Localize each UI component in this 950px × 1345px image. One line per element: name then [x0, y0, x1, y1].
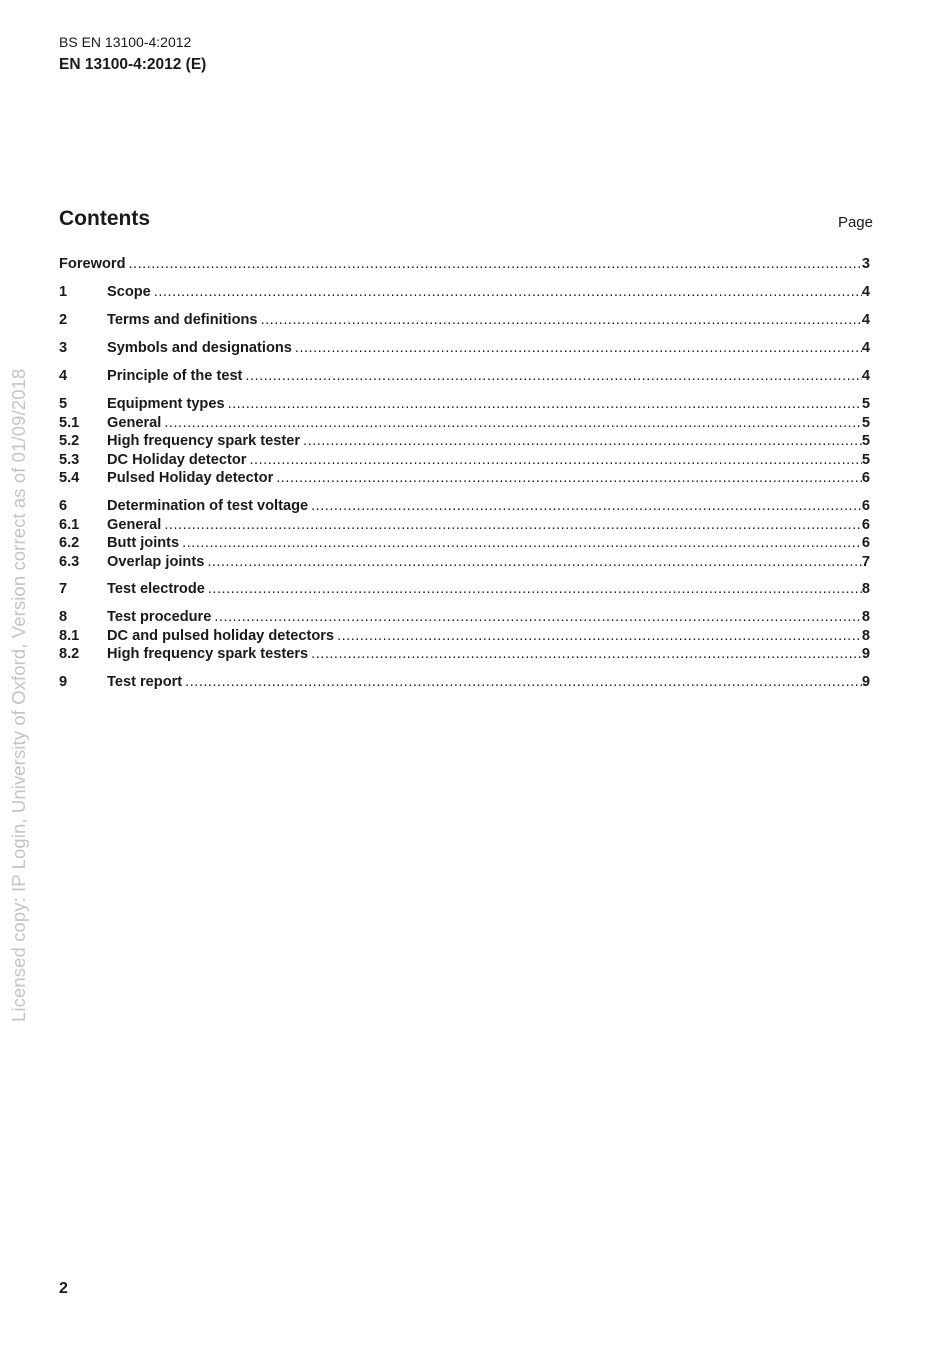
toc-entry-title: Principle of the test — [107, 368, 243, 384]
toc-entry-number: 7 — [59, 581, 68, 597]
toc-dot-leader — [161, 415, 862, 431]
toc-entry-title: General — [107, 516, 162, 533]
toc-entry-page: 8 — [861, 581, 870, 597]
toc-dot-leader — [125, 256, 861, 272]
toc-entry-title: DC Holiday detector — [107, 451, 247, 468]
toc-entry-title: Butt joints — [107, 535, 180, 551]
toc-entry-page: 6 — [861, 516, 870, 533]
toc-entry-page: 4 — [861, 368, 870, 384]
toc-entry[interactable] — [59, 581, 870, 601]
page-number: 2 — [59, 1280, 68, 1297]
toc-entry-title: Foreword — [59, 256, 126, 272]
toc-entry-title: Determination of test voltage — [107, 498, 309, 514]
toc-dot-leader — [182, 674, 862, 690]
toc-entry-page: 4 — [861, 340, 870, 356]
toc-entry-number: 6.2 — [59, 535, 80, 551]
toc-entry[interactable] — [59, 609, 870, 629]
toc-entry-number: 2 — [59, 312, 68, 328]
toc-entry[interactable] — [59, 554, 870, 574]
toc-entry-page: 8 — [861, 609, 870, 625]
toc-entry-title: General — [107, 414, 162, 431]
toc-entry-number: 8.1 — [59, 627, 80, 644]
toc-entry-page: 5 — [861, 451, 870, 468]
toc-dot-leader — [225, 396, 862, 412]
toc-dot-leader — [273, 470, 862, 486]
toc-entry-number: 8.2 — [59, 646, 80, 662]
toc-entry-title: Terms and definitions — [107, 312, 258, 328]
toc-entry-page: 4 — [861, 284, 870, 300]
toc-entry[interactable] — [59, 284, 870, 304]
toc-entry[interactable] — [59, 646, 870, 666]
toc-entry-number: 3 — [59, 340, 68, 356]
toc-entry-number: 5.1 — [59, 414, 80, 431]
toc-entry[interactable] — [59, 628, 870, 648]
toc-entry[interactable] — [59, 433, 870, 453]
toc-entry-page: 6 — [861, 498, 870, 514]
toc-entry-title: Test electrode — [107, 581, 205, 597]
toc-dot-leader — [246, 452, 861, 468]
toc-entry[interactable] — [59, 498, 870, 518]
toc-entry-title: Test procedure — [107, 609, 212, 625]
toc-entry-page: 6 — [861, 470, 870, 486]
toc-entry-number: 5 — [59, 396, 68, 412]
toc-dot-leader — [161, 517, 862, 533]
toc-entry-number: 5.3 — [59, 451, 80, 468]
toc-dot-leader — [204, 554, 862, 570]
toc-entry-page: 9 — [861, 646, 870, 662]
toc-dot-leader — [308, 646, 862, 662]
toc-entry-number: 5.2 — [59, 433, 80, 449]
toc-entry-title: Pulsed Holiday detector — [107, 470, 274, 486]
toc-entry-number: 1 — [59, 284, 68, 300]
toc-dot-leader — [300, 433, 862, 449]
toc-entry-title: Symbols and designations — [107, 340, 292, 356]
toc-entry-title: DC and pulsed holiday detectors — [107, 627, 335, 644]
toc-entry-page: 3 — [861, 256, 870, 272]
toc-entry-title: Scope — [107, 284, 151, 300]
toc-entry[interactable] — [59, 674, 870, 694]
toc-entry-title: High frequency spark tester — [107, 433, 301, 449]
contents-title: Contents — [59, 207, 150, 230]
toc-entry[interactable] — [59, 312, 870, 332]
toc-entry-number: 6.3 — [59, 553, 80, 570]
toc-entry[interactable] — [59, 452, 870, 472]
page-column-label: Page — [837, 214, 873, 231]
toc-entry-number: 5.4 — [59, 470, 80, 486]
license-watermark: Licensed copy: IP Login, University of Oxford, Version correct as of 01/09/2018 — [8, 368, 29, 1022]
toc-dot-leader — [179, 535, 862, 551]
toc-entry[interactable] — [59, 368, 870, 388]
toc-entry[interactable] — [59, 340, 870, 360]
toc-entry-foreword[interactable] — [59, 256, 870, 276]
toc-entry-title: Overlap joints — [107, 553, 205, 570]
toc-entry-page: 4 — [861, 312, 870, 328]
toc-dot-leader — [308, 498, 862, 514]
toc-entry-page: 6 — [861, 535, 870, 551]
toc-entry-page: 7 — [861, 553, 870, 570]
toc-dot-leader — [292, 340, 862, 356]
toc-entry-title: Equipment types — [107, 396, 225, 412]
toc-entry[interactable] — [59, 470, 870, 490]
toc-entry-number: 4 — [59, 368, 68, 384]
toc-dot-leader — [211, 609, 862, 625]
toc-dot-leader — [242, 368, 861, 384]
toc-entry-page: 9 — [861, 674, 870, 690]
toc-entry-number: 6.1 — [59, 516, 80, 533]
toc-entry-number: 9 — [59, 674, 68, 690]
document-id: BS EN 13100-4:2012 — [59, 34, 192, 50]
toc-entry-title: High frequency spark testers — [107, 646, 309, 662]
toc-entry[interactable] — [59, 415, 870, 435]
toc-entry-page: 5 — [861, 396, 870, 412]
toc-dot-leader — [258, 312, 862, 328]
toc-entry[interactable] — [59, 535, 870, 555]
toc-entry-page: 5 — [861, 433, 870, 449]
toc-entry-number: 8 — [59, 609, 68, 625]
toc-entry-number: 6 — [59, 498, 68, 514]
document-id-english: EN 13100-4:2012 (E) — [59, 56, 207, 73]
toc-entry-page: 5 — [861, 414, 870, 431]
toc-dot-leader — [334, 628, 862, 644]
toc-dot-leader — [151, 284, 862, 300]
toc-entry-page: 8 — [861, 627, 870, 644]
toc-dot-leader — [205, 581, 862, 597]
toc-entry[interactable] — [59, 517, 870, 537]
toc-entry-title: Test report — [107, 674, 183, 690]
toc-entry[interactable] — [59, 396, 870, 416]
